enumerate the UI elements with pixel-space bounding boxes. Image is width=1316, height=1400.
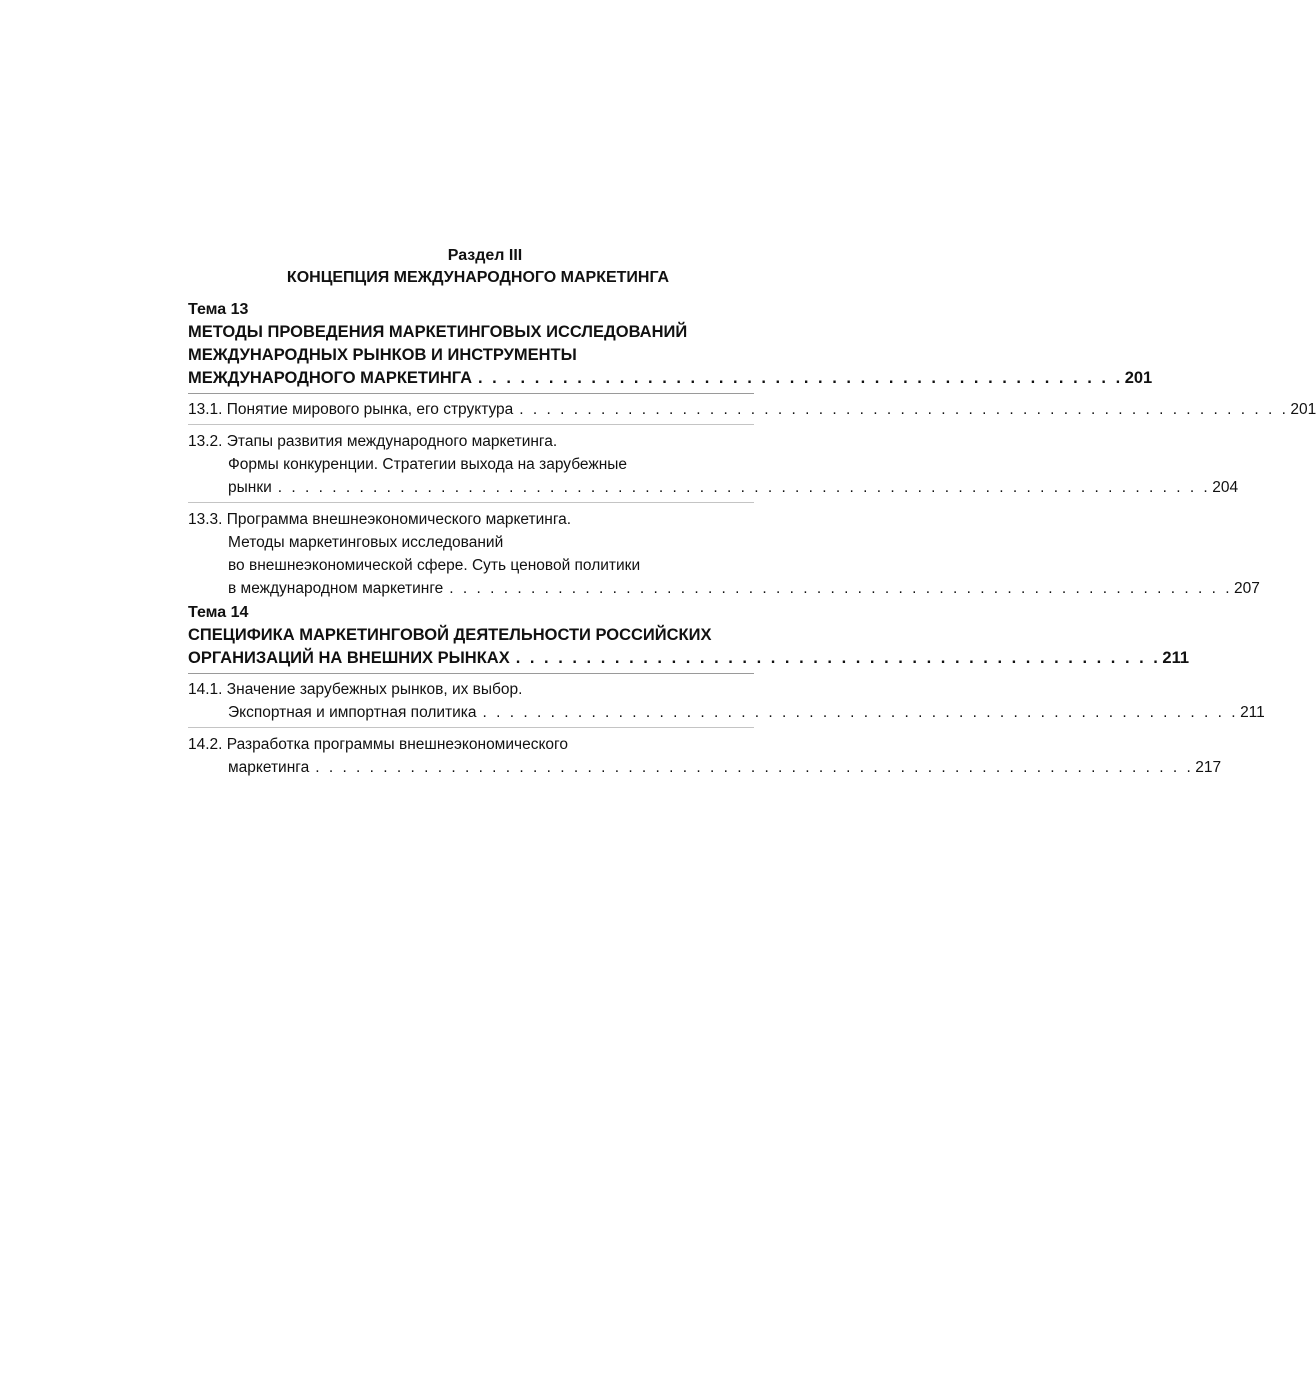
topic-title — [188, 624, 1190, 670]
topic-title-line: ОРГАНИЗАЦИЙ НА ВНЕШНИХ РЫНКАХ — [188, 649, 510, 667]
dot-leader: . . . . . . . . . . . . . . . . . . . . . . . . . . . . . . . . . . . . . . . . . . . . . . . . . . . . . . . . . — [519, 401, 1289, 418]
section-line: маркетинга — [228, 759, 310, 776]
topic-title-line-with-page — [188, 367, 1153, 390]
section-14-1 — [188, 678, 1265, 724]
page-number: 204 — [1212, 479, 1239, 496]
topic-13 — [188, 299, 1316, 600]
section-line: рынки — [228, 479, 272, 496]
section-13-1 — [188, 398, 1316, 421]
section-line-with-page — [188, 756, 1222, 779]
section-13-3 — [188, 508, 1260, 600]
divider — [188, 502, 754, 503]
topic-title-line: МЕЖДУНАРОДНЫХ РЫНКОВ И ИНСТРУМЕНТЫ — [188, 346, 577, 364]
divider — [188, 727, 754, 728]
dot-leader: . . . . . . . . . . . . . . . . . . . . . . . . . . . . . . . . . . . . . . . . . . . . . . . . . . . . . . . . . . — [449, 580, 1233, 597]
divider — [188, 393, 754, 394]
section-line: 13.2. Этапы развития международного маркетинга. — [188, 433, 558, 450]
dot-leader: . . . . . . . . . . . . . . . . . . . . . . . . . . . . . . . . . . . . . . . . . . . . . . . . . . . . . . . . . . . . . . . . . . . . . — [277, 479, 1211, 496]
section-line: Формы конкуренции. Стратегии выхода на зарубежные — [228, 456, 628, 473]
section-line: 14.2. Разработка программы внешнеэкономического — [188, 736, 568, 753]
page-number: 201 — [1290, 401, 1316, 418]
topic-title-line: СПЕЦИФИКА МАРКЕТИНГОВОЙ ДЕЯТЕЛЬНОСТИ РОССИЙСКИХ — [188, 626, 712, 644]
topic-label: Тема 13 — [188, 301, 249, 318]
divider — [188, 673, 754, 674]
section-line: в международном маркетинге — [228, 580, 444, 597]
topic-title-line-with-page — [188, 647, 1190, 670]
dot-leader: . . . . . . . . . . . . . . . . . . . . . . . . . . . . . . . . . . . . . . . . . . . . . . — [478, 369, 1123, 387]
section-line-with-page — [188, 701, 1265, 724]
topic-title-line: МЕТОДЫ ПРОВЕДЕНИЯ МАРКЕТИНГОВЫХ ИССЛЕДОВАНИЙ — [188, 323, 688, 341]
table-of-contents — [188, 245, 1316, 779]
page-number: 211 — [1240, 704, 1265, 721]
page-number: 217 — [1195, 759, 1222, 776]
section-line: во внешнеэкономической сфере. Суть ценовой политики — [228, 557, 641, 574]
section-line-with-page — [188, 398, 1316, 421]
section-line: Методы маркетинговых исследований — [228, 534, 504, 551]
dot-leader: . . . . . . . . . . . . . . . . . . . . . . . . . . . . . . . . . . . . . . . . . . . . . . — [515, 649, 1161, 667]
page-number: 211 — [1162, 649, 1190, 667]
section-line-with-page — [188, 577, 1260, 600]
section-14-2 — [188, 733, 1222, 779]
section-line: Экспортная и импортная политика — [228, 704, 477, 721]
part-title: КОНЦЕПЦИЯ МЕЖДУНАРОДНОГО МАРКЕТИНГА — [286, 269, 670, 286]
topic-label: Тема 14 — [188, 604, 249, 621]
dot-leader: . . . . . . . . . . . . . . . . . . . . . . . . . . . . . . . . . . . . . . . . . . . . . . . . . . . . . . . . — [482, 704, 1239, 721]
section-line: 13.3. Программа внешнеэкономического маркетинга. — [188, 511, 572, 528]
page-number: 201 — [1124, 369, 1153, 387]
dot-leader: . . . . . . . . . . . . . . . . . . . . . . . . . . . . . . . . . . . . . . . . . . . . . . . . . . . . . . . . . . . . . . . . . — [315, 759, 1194, 776]
section-line: 14.1. Значение зарубежных рынков, их выбор. — [188, 681, 523, 698]
page-number: 207 — [1234, 580, 1260, 597]
section-line: 13.1. Понятие мирового рынка, его структура — [188, 401, 514, 418]
section-13-2 — [188, 430, 1239, 499]
topic-14 — [188, 602, 1265, 779]
topic-title — [188, 321, 1153, 390]
divider — [188, 424, 754, 425]
topic-title-line: МЕЖДУНАРОДНОГО МАРКЕТИНГА — [188, 369, 473, 387]
part-label: Раздел III — [447, 247, 523, 264]
section-line-with-page — [188, 476, 1239, 499]
